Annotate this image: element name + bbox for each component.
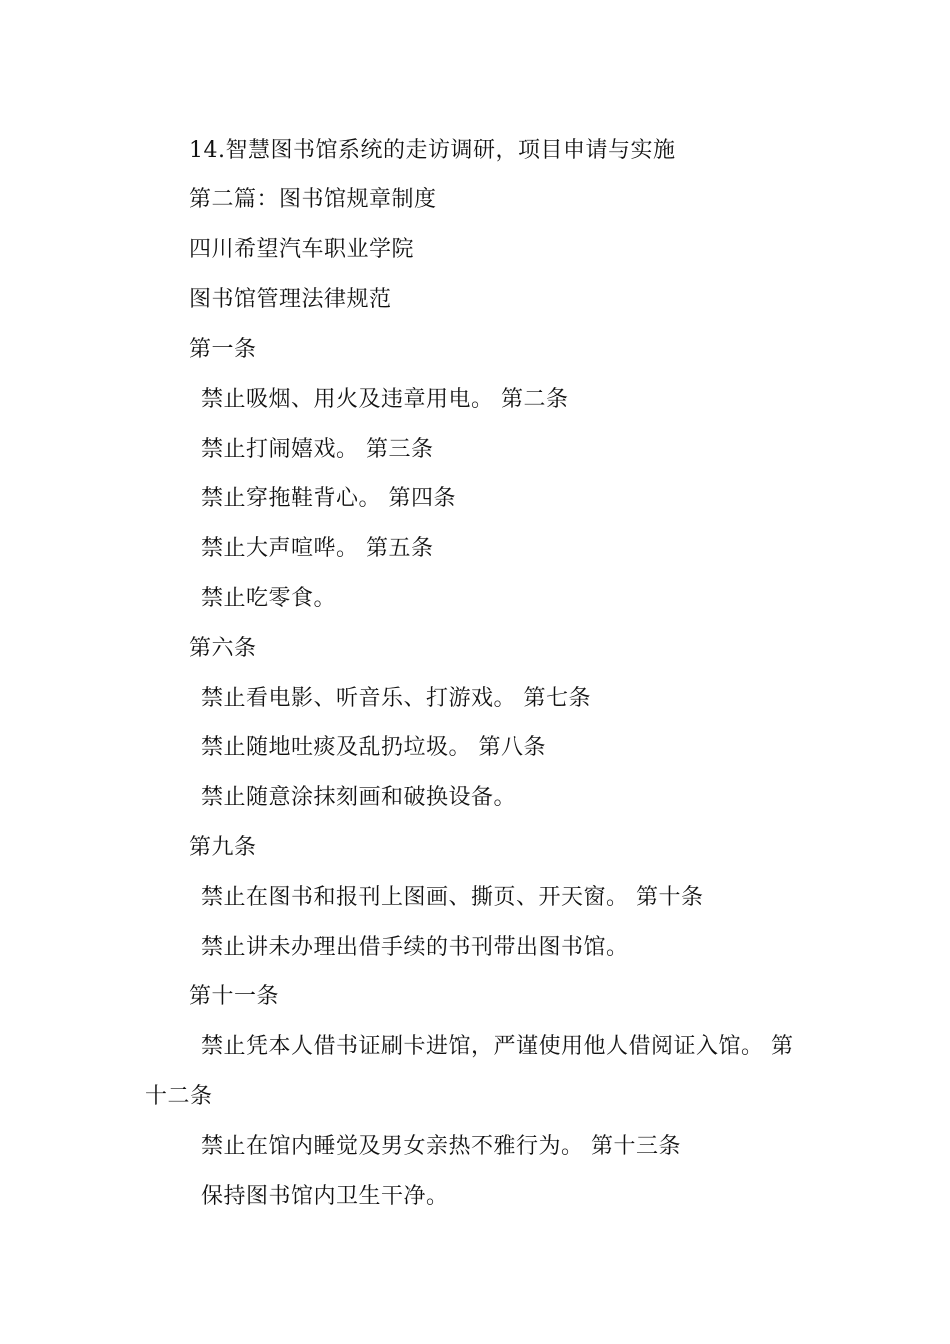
text-line-chapter-heading: 第二篇：图书馆规章制度 [189,187,437,212]
text-line-project-title: 14.智慧图书馆系统的走访调研，项目申请与实施 [189,138,676,163]
text-line-rule: 禁止讲未办理出借手续的书刊带出图书馆。 [201,935,629,960]
text-line-article-heading: 十二条 [145,1084,213,1109]
text-line-rule: 保持图书馆内卫生干净。 [201,1184,449,1209]
text-line-article-heading: 第十一条 [189,984,280,1009]
text-line-rule: 禁止随地吐痰及乱扔垃圾。 第八条 [201,735,546,760]
text-line-article-heading: 第一条 [189,337,257,362]
text-line-rule: 禁止穿拖鞋背心。 第四条 [201,486,456,511]
text-line-institution-name: 四川希望汽车职业学院 [189,237,415,262]
text-line-rule: 禁止在馆内睡觉及男女亲热不雅行为。 第十三条 [201,1134,681,1159]
text-line-rule: 禁止吸烟、用火及违章用电。 第二条 [201,387,569,412]
text-line-rule: 禁止在图书和报刊上图画、撕页、开天窗。 第十条 [201,885,704,910]
text-line-rule: 禁止随意涂抹刻画和破换设备。 [201,785,517,810]
text-line-regulation-title: 图书馆管理法律规范 [189,287,392,312]
text-line-rule: 禁止凭本人借书证刷卡进馆，严谨使用他人借阅证入馆。 第 [201,1034,794,1059]
text-line-article-heading: 第九条 [189,835,257,860]
text-line-rule: 禁止看电影、听音乐、打游戏。 第七条 [201,686,591,711]
text-line-rule: 禁止吃零食。 [201,586,337,611]
text-line-article-heading: 第六条 [189,636,257,661]
text-line-rule: 禁止大声喧哗。 第五条 [201,536,434,561]
text-line-rule: 禁止打闹嬉戏。 第三条 [201,437,434,462]
